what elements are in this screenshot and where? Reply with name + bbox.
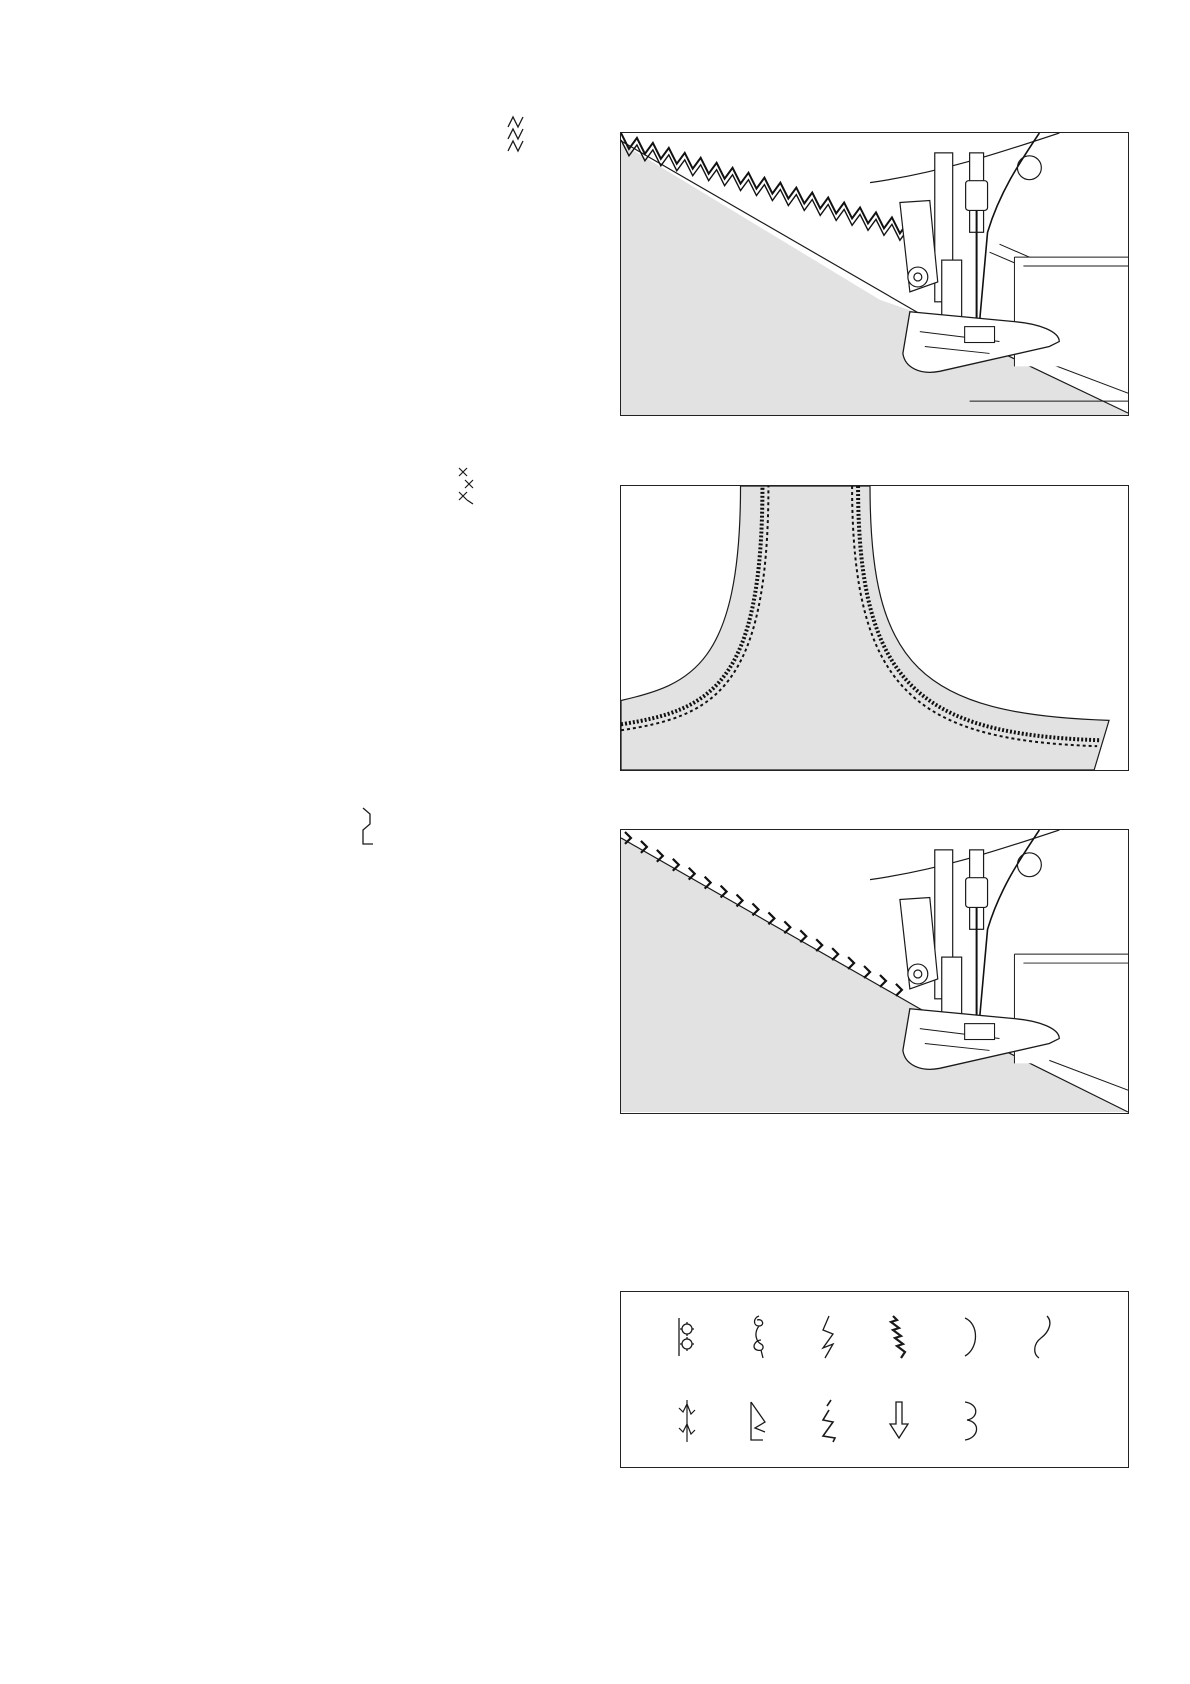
blanket-stitch-icon xyxy=(360,806,380,848)
stitch-symbol-chart xyxy=(620,1291,1129,1468)
decorative-edge-illustration xyxy=(620,829,1129,1114)
loop-stitch-icon xyxy=(743,1314,775,1360)
heavy-lightning-stitch-icon xyxy=(883,1314,915,1360)
arrow-down-stitch-icon xyxy=(883,1398,915,1444)
overcast-edge-illustration xyxy=(620,132,1129,416)
crescent-stitch-icon xyxy=(955,1314,987,1360)
triple-zigzag-stitch-icon xyxy=(505,115,527,155)
neckline-cross-stitch-illustration xyxy=(620,485,1129,771)
satin-flower-stitch-icon xyxy=(671,1314,703,1360)
step-zigzag-stitch-icon xyxy=(743,1398,775,1444)
feather-zigzag-stitch-icon xyxy=(671,1398,703,1444)
wave-stitch-icon xyxy=(1025,1314,1057,1360)
broken-lightning-stitch-icon xyxy=(813,1398,845,1444)
lightning-stitch-icon xyxy=(813,1314,845,1360)
cross-stitch-icon xyxy=(455,466,477,506)
scallop-stitch-icon xyxy=(955,1398,987,1444)
